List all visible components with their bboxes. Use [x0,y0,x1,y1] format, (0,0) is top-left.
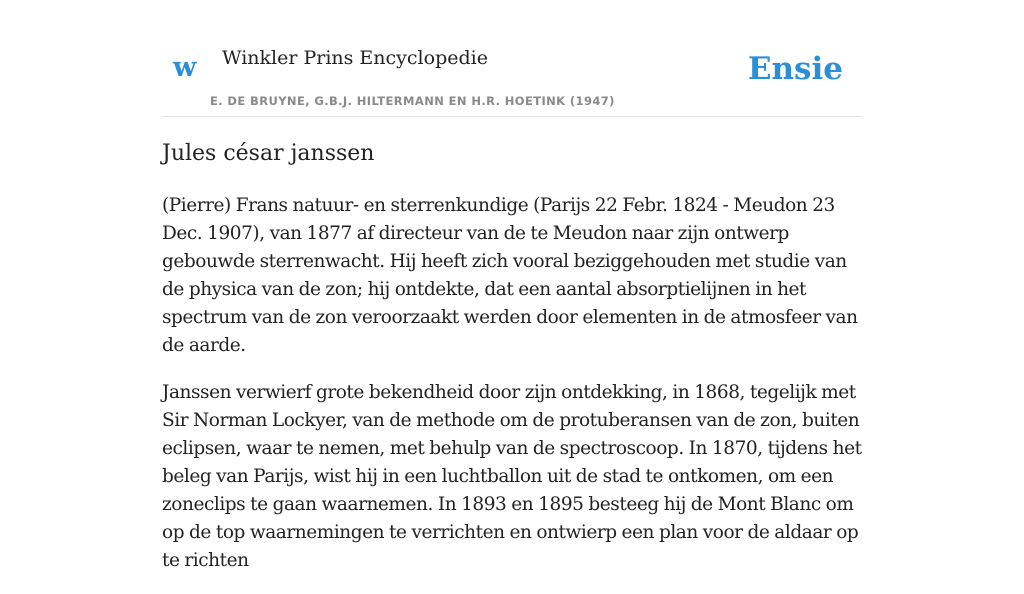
publication-title[interactable]: Winkler Prins Encyclopedie [222,47,488,69]
publication-header [162,0,862,117]
article-paragraph: (Pierre) Frans natuur- en sterrenkundige (Parijs 22 Febr. 1824 - Meudon 23 Dec. 1907), van 1877 af directeur van de te Meudon naar zijn ontwerp gebouwde sterrenwacht. Hij heeft zich vooral beziggehouden met studie van de physica van de zon; hij ontdekte, dat een aantal absorptielijnen in het spectrum van de zon veroorzaakt werden door elementen in de atmosfeer van de aarde. [162,195,858,356]
article-body [162,192,862,594]
publication-authors: E. DE BRUYNE, G.B.J. HILTERMANN EN H.R. HOETINK (1947) [210,94,615,108]
ensie-logo-link[interactable]: Ensie [747,51,843,87]
publication-logo-icon[interactable]: w [173,52,197,83]
article-title: Jules césar janssen [162,141,375,166]
article-paragraph: Janssen verwierf grote bekendheid door zijn ontdekking, in 1868, tegelijk met Sir Norman Lockyer, van de methode om de protuberansen van de zon, buiten eclipsen, waar te nemen, met behulp van de spectroscoop. In 1870, tijdens het beleg van Parijs, wist hij in een luchtballon uit de stad te ontkomen, om een zoneclips te gaan waarnemen. In 1893 en 1895 besteeg hij de Mont Blanc om op de top waarnemingen te verrichten en ontwierp een plan voor de aldaar op te richten [162,382,862,571]
